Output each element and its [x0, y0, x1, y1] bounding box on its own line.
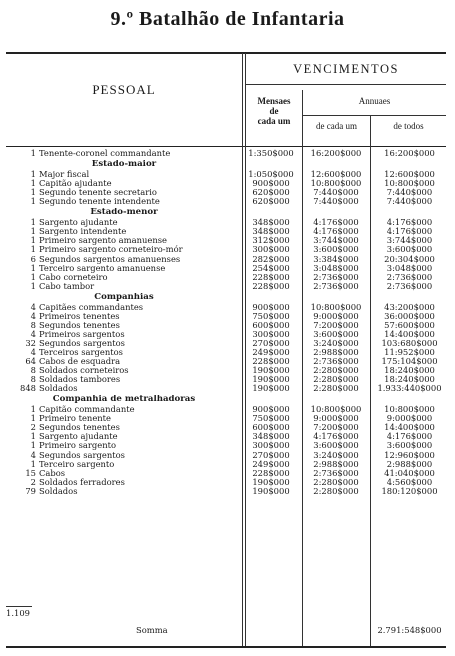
total-quantity: 1.109 [6, 608, 30, 618]
row-annual-each: 2:280$000 [313, 365, 359, 376]
row-monthly: 190$000 [252, 383, 290, 394]
row-description: Primeiros tenentes [39, 311, 120, 321]
row-description: Primeiro tenente [39, 414, 111, 424]
row-description: Sargento ajudante [39, 432, 118, 442]
page-title: 9.º Batalhão de Infantaria [110, 8, 345, 30]
row-description: Capitão ajudante [39, 179, 112, 189]
row-monthly: 270$000 [252, 449, 290, 460]
row-monthly: 1:350$000 [248, 148, 294, 158]
row-annual-each: 4:176$000 [313, 431, 359, 442]
row-description: Sargento ajudante [39, 218, 118, 228]
row-annual-total: 41:040$000 [384, 467, 435, 478]
row-description: Capitães commandantes [39, 302, 144, 312]
row-annual-each: 2:988$000 [313, 346, 359, 357]
row-description: Soldados [39, 486, 78, 496]
row-monthly: 900$000 [252, 404, 290, 415]
row-quantity: 6 [30, 253, 36, 264]
total-rule [6, 606, 32, 607]
row-monthly: 300$000 [252, 244, 290, 255]
header-mensaes-de: de [269, 106, 279, 116]
section-title: Companhias [94, 292, 154, 302]
row-description: Soldados [39, 384, 78, 394]
row-annual-total: 43:200$000 [384, 301, 435, 312]
row-quantity: 1 [30, 169, 36, 180]
row-annual-total: 18:240$000 [384, 374, 435, 385]
row-annual-each: 10:800$000 [310, 178, 362, 189]
row-description: Tenente-coronel commandante [39, 149, 171, 158]
row-description: Sargento intendente [39, 227, 127, 237]
row-monthly: 600$000 [252, 319, 290, 330]
row-description: Segundos tenentes [39, 423, 120, 433]
row-annual-total: 4:560$000 [386, 476, 433, 487]
row-annual-total: 4:176$000 [386, 226, 433, 237]
table-row [6, 384, 446, 393]
table-row [6, 170, 446, 179]
row-annual-each: 2:736$000 [313, 356, 359, 367]
row-quantity: 79 [25, 485, 36, 496]
row-quantity: 15 [25, 467, 36, 478]
row-quantity: 1 [30, 440, 36, 451]
table-row [6, 236, 446, 245]
row-annual-each: 3:600$000 [313, 244, 359, 255]
row-annual-total: 9:000$000 [386, 413, 433, 424]
row-annual-total: 20:304$000 [384, 253, 435, 264]
row-description: Cabo tambor [39, 281, 95, 291]
row-monthly: 190$000 [252, 365, 290, 376]
row-annual-total: 7:440$000 [386, 196, 433, 207]
section-title: Companhia de metralhadoras [52, 395, 196, 405]
row-description: Primeiro sargento [39, 441, 117, 451]
row-annual-total: 4:176$000 [386, 217, 433, 228]
row-annual-total: 3:744$000 [386, 235, 433, 246]
row-annual-each: 3:600$000 [313, 328, 359, 339]
personnel-table [6, 149, 446, 496]
row-description: Terceiros sargentos [39, 347, 123, 357]
row-monthly: 228$000 [252, 271, 290, 282]
row-annual-total: 103:680$000 [381, 337, 438, 348]
row-quantity: 1 [30, 458, 36, 469]
row-annual-each: 16:200$000 [310, 148, 362, 158]
row-annual-total: 16:200$000 [384, 148, 435, 158]
row-description: Primeiro sargento amanuense [39, 236, 167, 246]
header-mensaes: Mensaes [257, 96, 291, 106]
table-row [6, 357, 446, 366]
row-quantity: 64 [25, 356, 36, 367]
section-heading [6, 160, 446, 169]
row-monthly: 300$000 [252, 440, 290, 451]
section-heading [6, 293, 446, 302]
table-row [6, 245, 446, 254]
table-row [6, 432, 446, 441]
row-description: Segundo tenente secretario [39, 188, 157, 198]
row-quantity: 1 [30, 413, 36, 424]
row-monthly: 300$000 [252, 328, 290, 339]
row-monthly: 228$000 [252, 467, 290, 478]
row-monthly: 750$000 [252, 310, 290, 321]
row-annual-each: 3:048$000 [313, 262, 359, 273]
row-monthly: 750$000 [252, 413, 290, 424]
row-annual-each: 2:280$000 [313, 383, 359, 394]
row-description: Soldados corneteiros [39, 366, 129, 376]
row-quantity: 848 [20, 383, 36, 394]
row-quantity: 1 [30, 262, 36, 273]
row-monthly: 348$000 [252, 226, 290, 237]
row-monthly: 620$000 [252, 196, 290, 207]
row-annual-each: 3:240$000 [313, 337, 359, 348]
row-annual-total: 1.933:440$000 [377, 383, 442, 394]
row-description: Terceiro sargento amanuense [39, 263, 166, 273]
table-row [6, 469, 446, 478]
header-pessoal: PESSOAL [92, 82, 156, 97]
row-annual-total: 18:240$000 [384, 365, 435, 376]
table-row [6, 487, 446, 496]
table-row [6, 460, 446, 469]
row-annual-total: 3:600$000 [386, 244, 433, 255]
row-annual-each: 7:440$000 [313, 196, 359, 207]
table-row [6, 179, 446, 188]
row-monthly: 228$000 [252, 356, 290, 367]
row-quantity: 1 [30, 187, 36, 198]
table-row [6, 441, 446, 450]
row-monthly: 190$000 [252, 476, 290, 487]
header-rule [6, 146, 446, 147]
row-quantity: 4 [30, 328, 36, 339]
row-annual-total: 10:800$000 [384, 178, 435, 189]
row-annual-each: 2:736$000 [313, 467, 359, 478]
table-row [6, 423, 446, 432]
row-monthly: 249$000 [252, 458, 290, 469]
row-annual-total: 4:176$000 [386, 431, 433, 442]
header-de-todos: de todos [393, 121, 424, 131]
section-title: Estado-menor [90, 208, 158, 218]
row-monthly: 620$000 [252, 187, 290, 198]
table-row [6, 366, 446, 375]
annuaes-underline [303, 115, 446, 116]
vencimentos-underline [246, 84, 446, 85]
row-annual-each: 7:200$000 [313, 422, 359, 433]
row-description: Soldados tambores [39, 375, 121, 385]
table-row [6, 227, 446, 236]
row-annual-each: 7:440$000 [313, 187, 359, 198]
row-description: Primeiros sargentos [39, 329, 125, 339]
row-annual-each: 3:384$000 [313, 253, 359, 264]
header-de-cada-um: de cada um [316, 121, 357, 131]
row-description: Cabo corneteiro [39, 272, 108, 282]
row-monthly: 348$000 [252, 431, 290, 442]
table-row [6, 303, 446, 312]
header-mensaes-cada-um: cada um [257, 116, 291, 126]
table-row [6, 264, 446, 273]
table-row [6, 149, 446, 158]
row-annual-each: 3:600$000 [313, 440, 359, 451]
bottom-rule [6, 646, 446, 648]
row-monthly: 900$000 [252, 301, 290, 312]
row-annual-each: 2:736$000 [313, 271, 359, 282]
row-annual-each: 2:280$000 [313, 476, 359, 487]
row-quantity: 1 [30, 404, 36, 415]
row-annual-total: 36:000$000 [384, 310, 435, 321]
row-description: Terceiro sargento [39, 459, 115, 469]
row-annual-total: 7:440$000 [386, 187, 433, 198]
section-heading [6, 395, 446, 404]
row-annual-total: 2:988$000 [386, 458, 433, 469]
section-title: Estado-maior [91, 160, 157, 170]
somma-value: 2.791:548$000 [377, 625, 442, 635]
row-quantity: 1 [30, 178, 36, 189]
row-quantity: 1 [30, 217, 36, 228]
table-row [6, 218, 446, 227]
table-row [6, 405, 446, 414]
row-annual-total: 2:736$000 [386, 280, 433, 291]
row-quantity: 4 [30, 310, 36, 321]
row-quantity: 32 [25, 337, 36, 348]
row-annual-total: 57:600$000 [384, 319, 435, 330]
table-row [6, 339, 446, 348]
row-quantity: 8 [30, 374, 36, 385]
row-annual-each: 2:280$000 [313, 485, 359, 496]
table-row [6, 330, 446, 339]
table-row [6, 273, 446, 282]
row-description: Segundos sargentos [39, 338, 125, 348]
row-quantity: 4 [30, 346, 36, 357]
row-annual-each: 9:000$000 [313, 413, 359, 424]
row-quantity: 2 [30, 422, 36, 433]
row-annual-each: 7:200$000 [313, 319, 359, 330]
row-annual-total: 2:736$000 [386, 271, 433, 282]
section-heading [6, 208, 446, 217]
row-monthly: 312$000 [252, 235, 290, 246]
row-annual-each: 10:800$000 [310, 301, 362, 312]
row-annual-total: 175:104$000 [381, 356, 438, 367]
row-monthly: 900$000 [252, 178, 290, 189]
row-quantity: 1 [30, 280, 36, 291]
row-quantity: 1 [30, 226, 36, 237]
row-annual-total: 10:800$000 [384, 404, 435, 415]
row-description: Primeiro sargento corneteiro-mór [39, 245, 183, 255]
row-annual-each: 2:988$000 [313, 458, 359, 469]
row-annual-each: 9:000$000 [313, 310, 359, 321]
row-annual-each: 2:736$000 [313, 280, 359, 291]
row-quantity: 1 [30, 235, 36, 246]
table-row [6, 188, 446, 197]
row-annual-total: 180:120$000 [381, 485, 438, 496]
table-row [6, 321, 446, 330]
row-quantity: 1 [30, 431, 36, 442]
row-description: Cabos [39, 468, 66, 478]
row-monthly: 190$000 [252, 374, 290, 385]
row-description: Segundo tenente intendente [39, 197, 160, 207]
row-annual-each: 3:240$000 [313, 449, 359, 460]
row-annual-total: 11:952$000 [384, 346, 435, 357]
row-monthly: 282$000 [252, 253, 290, 264]
row-annual-total: 14:400$000 [384, 328, 435, 339]
top-rule [6, 52, 446, 54]
row-annual-each: 4:176$000 [313, 226, 359, 237]
row-monthly: 228$000 [252, 280, 290, 291]
row-annual-each: 3:744$000 [313, 235, 359, 246]
somma-row [6, 626, 446, 635]
row-monthly: 190$000 [252, 485, 290, 496]
row-monthly: 1:050$000 [248, 169, 294, 180]
table-row [6, 451, 446, 460]
row-description: Soldados ferradores [39, 477, 125, 487]
row-description: Segundos tenentes [39, 320, 120, 330]
somma-label: Somma [136, 626, 168, 635]
row-annual-each: 12:600$000 [310, 169, 362, 180]
table-row [6, 282, 446, 291]
row-annual-each: 2:280$000 [313, 374, 359, 385]
row-monthly: 254$000 [252, 262, 290, 273]
row-annual-total: 14:400$000 [384, 422, 435, 433]
row-annual-total: 12:960$000 [384, 449, 435, 460]
table-row [6, 312, 446, 321]
row-description: Major fiscal [39, 170, 90, 180]
table-row [6, 414, 446, 423]
row-quantity: 2 [30, 476, 36, 487]
row-quantity: 4 [30, 301, 36, 312]
row-annual-total: 3:048$000 [386, 262, 433, 273]
row-quantity: 8 [30, 365, 36, 376]
row-quantity: 1 [30, 244, 36, 255]
table-row [6, 197, 446, 206]
table-row [6, 348, 446, 357]
row-quantity: 8 [30, 319, 36, 330]
row-description: Segundos sargentos amanuenses [39, 254, 181, 264]
row-description: Cabos de esquadra [39, 357, 121, 367]
header-annuaes: Annuaes [358, 96, 391, 106]
row-description: Capitão commandante [39, 405, 135, 415]
row-annual-total: 12:600$000 [384, 169, 435, 180]
row-quantity: 1 [30, 196, 36, 207]
row-monthly: 600$000 [252, 422, 290, 433]
row-annual-each: 4:176$000 [313, 217, 359, 228]
header-vencimentos: VENCIMENTOS [293, 62, 399, 76]
table-row [6, 255, 446, 264]
row-quantity: 4 [30, 449, 36, 460]
table-row [6, 478, 446, 487]
row-monthly: 270$000 [252, 337, 290, 348]
row-quantity: 1 [30, 271, 36, 282]
row-description: Segundos sargentos [39, 450, 125, 460]
row-quantity: 1 [30, 148, 36, 158]
row-monthly: 348$000 [252, 217, 290, 228]
row-monthly: 249$000 [252, 346, 290, 357]
row-annual-each: 10:800$000 [310, 404, 362, 415]
row-annual-total: 3:600$000 [386, 440, 433, 451]
